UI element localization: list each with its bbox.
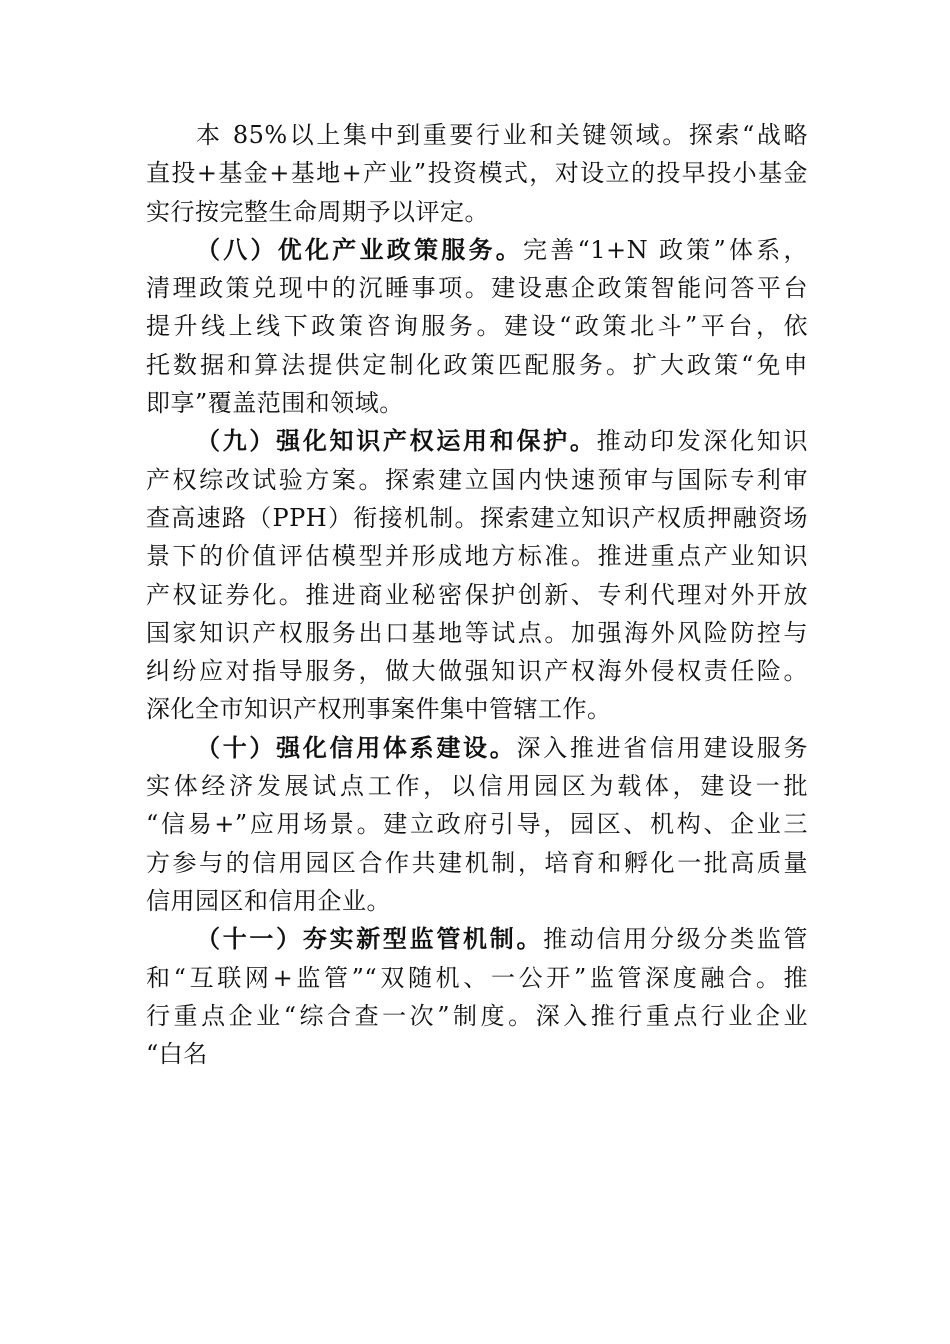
text-span: 推动印发深化知识 [596, 427, 808, 456]
paragraph-supervision [146, 920, 808, 1073]
text-line: 清理政策兑现中的沉睡事项。建设惠企政策智能问答平台 [146, 274, 808, 303]
text-line: 纠纷应对指导服务，做大做强知识产权海外侵权责任险。 [146, 657, 808, 686]
text-line: “白名 [146, 1040, 208, 1069]
text-line: 查高速路（PPH）衔接机制。探索建立知识产权质押融资场 [146, 503, 808, 532]
text-line: 行重点企业“综合查一次”制度。深入推行重点行业企业 [146, 1001, 808, 1030]
text-line: 方参与的信用园区合作共建机制，培育和孵化一批高质量 [146, 848, 808, 877]
text-line: 本 85%以上集中到重要行业和关键领域。探索“战略 [196, 121, 808, 149]
text-line: 实行按完整生命周期予以评定。 [146, 197, 489, 226]
document-page [146, 116, 808, 1073]
text-line: 信用园区和信用企业。 [146, 886, 391, 915]
text-line: 实体经济发展试点工作，以信用园区为载体，建设一批 [146, 772, 808, 801]
paragraph-ip-protection [146, 422, 808, 728]
section-heading: （十一）夯实新型监管机制。 [196, 924, 544, 954]
text-span: 深入推进省信用建设服务 [516, 733, 808, 762]
text-line: 托数据和算法提供定制化政策匹配服务。扩大政策“免申 [146, 350, 808, 379]
text-line: “信易+”应用场景。建立政府引导，园区、机构、企业三 [146, 810, 808, 839]
text-line: 深化全市知识产权刑事案件集中管辖工作。 [146, 695, 612, 724]
text-line [146, 920, 808, 958]
section-heading: （九）强化知识产权运用和保护。 [196, 426, 597, 456]
text-line: 国家知识产权服务出口基地等试点。加强海外风险防控与 [146, 618, 808, 647]
section-heading: （十）强化信用体系建设。 [196, 732, 517, 762]
text-line [146, 729, 808, 767]
text-line: 提升线上线下政策咨询服务。建设“政策北斗”平台，依 [146, 312, 808, 341]
text-line: 产权综改试验方案。探索建立国内快速预审与国际专利审 [146, 465, 808, 494]
section-heading: （八）优化产业政策服务。 [196, 234, 523, 264]
text-span: 完善“1+N 政策”体系， [522, 235, 808, 264]
paragraph-investment [146, 116, 808, 231]
text-line: 和“互联网+监管”“双随机、一公开”监管深度融合。推 [146, 963, 808, 992]
text-span: 推动信用分级分类监管 [543, 925, 808, 954]
text-line: 即享”覆盖范围和领域。 [146, 389, 404, 418]
paragraph-credit-system [146, 729, 808, 920]
text-line: 产权证券化。推进商业秘密保护创新、专利代理对外开放 [146, 580, 808, 609]
text-line [146, 422, 808, 460]
text-line: 直投+基金+基地+产业”投资模式，对设立的投早投小基金 [146, 159, 808, 188]
text-line: 景下的价值评估模型并形成地方标准。推进重点产业知识 [146, 542, 808, 571]
paragraph-policy-service [146, 231, 808, 422]
text-line [146, 231, 808, 269]
